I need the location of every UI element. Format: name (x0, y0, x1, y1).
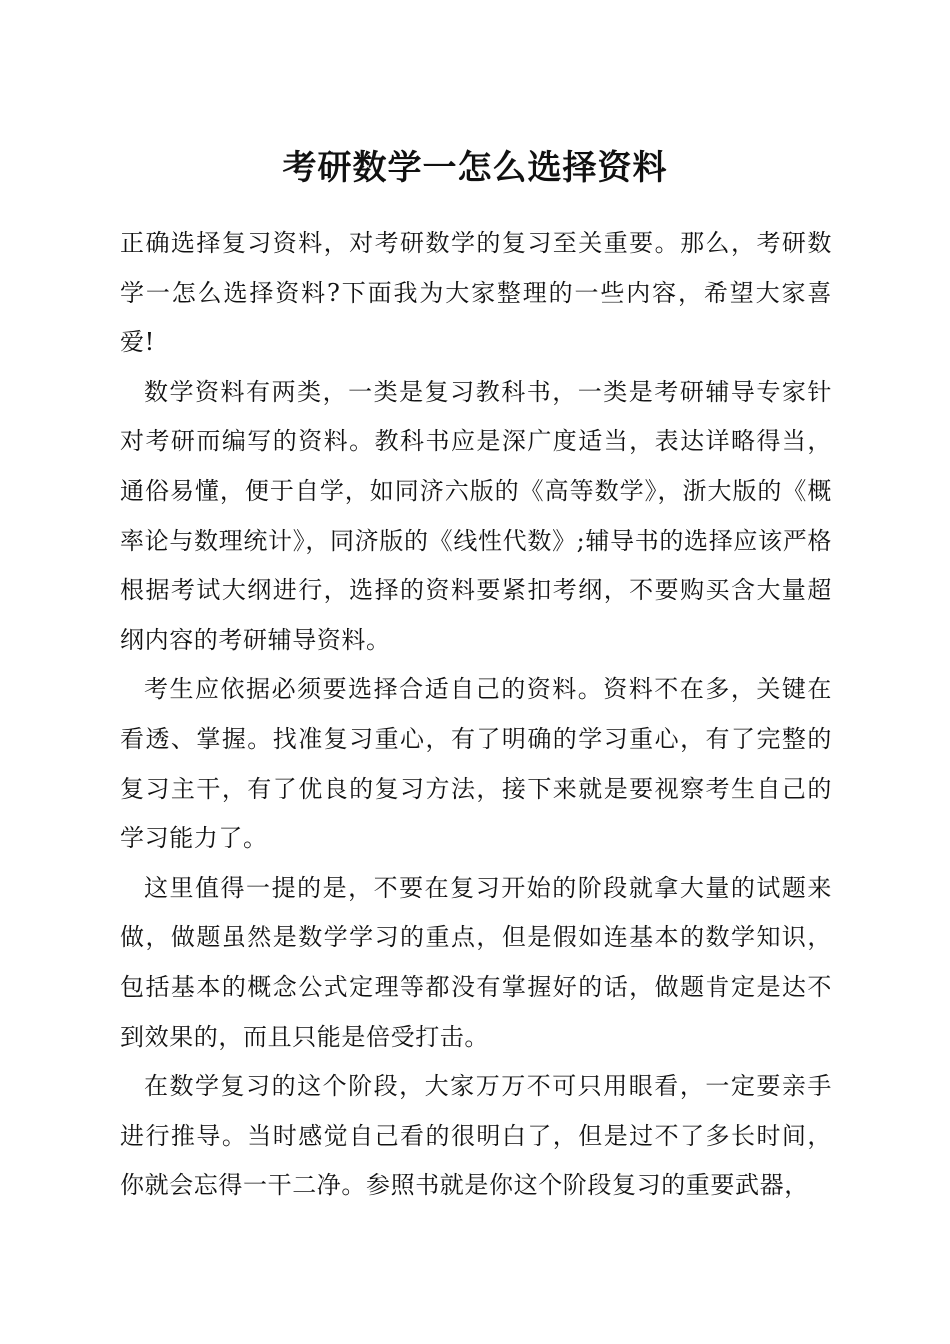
paragraph-practice-warning: 这里值得一提的是，不要在复习开始的阶段就拿大量的试题来做，做题虽然是数学学习的重点，但是假如连基本的数学知识，包括基本的概念公式定理等都没有掌握好的话，做题肯定是达不到效果的，而且只能是倍受打击。 (120, 873, 832, 1051)
paragraph-intro: 正确选择复习资料，对考研数学的复习至关重要。那么，考研数学一怎么选择资料?下面我为大家整理的一些内容，希望大家喜爱! (120, 229, 832, 357)
document-body (120, 219, 832, 1211)
paragraph-choose-suitable: 考生应依据必须要选择合适自己的资料。资料不在多，关键在看透、掌握。找准复习重心，有了明确的学习重心，有了完整的复习主干，有了优良的复习方法，接下来就是要视察考生自己的学习能力了。 (120, 675, 832, 853)
paragraph-derivation: 在数学复习的这个阶段，大家万万不可只用眼看，一定要亲手进行推导。当时感觉自己看的很明白了，但是过不了多长时间，你就会忘得一干二净。参照书就是你这个阶段复习的重要武器， (120, 1072, 832, 1200)
document-title: 考研数学一怎么选择资料 (282, 148, 668, 188)
paragraph-materials-types: 数学资料有两类，一类是复习教科书，一类是考研辅导专家针对考研而编写的资料。教科书应是深广度适当，表达详略得当，通俗易懂，便于自学，如同济六版的《高等数学》，浙大版的《概率论与数理统计》，同济版的《线性代数》;辅导书的选择应该严格根据考试大纲进行，选择的资料要紧扣考纲，不要购买含大量超纲内容的考研辅导资料。 (120, 377, 832, 654)
